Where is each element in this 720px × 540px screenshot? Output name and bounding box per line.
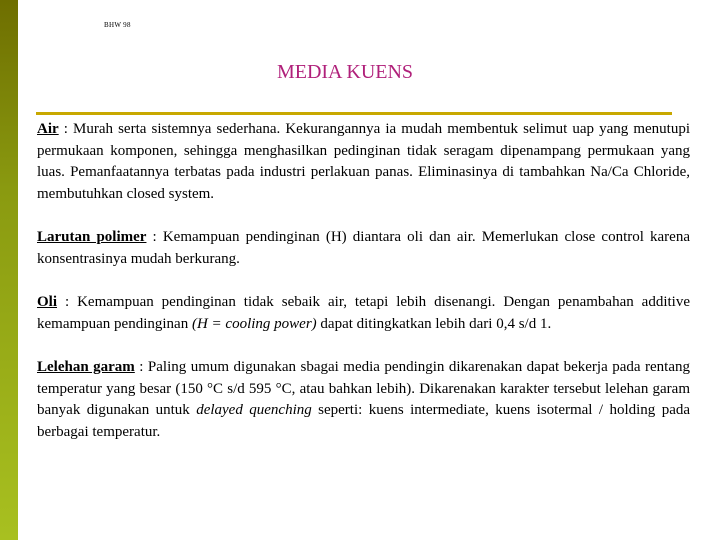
term-oli: Oli (37, 294, 58, 310)
paragraph-lelehan-garam (37, 357, 690, 443)
paragraph-garam-italic: delayed quenching (196, 402, 312, 418)
paragraph-garam-text-before: : Paling umum digunakan sbagai media pendingin dikarenakan dapat bekerja pada rentang temperatur yang besar (150 °C s/d 595 °C, atau bahkan lebih). Dikarenakan karakter tersebut lelehan garam banyak digunakan untuk (37, 359, 690, 418)
corner-label: BHW 98 (104, 21, 131, 29)
paragraph-polimer-text: : Kemampuan pendinginan (H) diantara oli dan air. Memerlukan close control karena konsentrasinya mudah berkurang. (37, 229, 690, 267)
paragraph-air-text: : Murah serta sistemnya sederhana. Kekurangannya ia mudah membentuk selimut uap yang menutupi permukaan komponen, sehingga menghasilkan pedinginan tidak seragam dipenampang permukaan yang luas. Pemanfaatannya terbatas pada industri perlakuan panas. Eliminasinya di tambahkan Na/Ca Chloride, membutuhkan closed system. (37, 121, 690, 202)
paragraph-oli-italic: (H = cooling power) (191, 315, 317, 332)
slide-title: MEDIA KUENS (276, 61, 414, 83)
paragraph-oli-text-after: dapat ditingkatkan lebih dari 0,4 s/d 1. (316, 315, 552, 332)
paragraph-polimer (37, 227, 690, 270)
term-larutan-polimer: Larutan polimer (37, 229, 147, 245)
term-lelehan-garam: Lelehan garam (37, 359, 135, 375)
title-divider (36, 112, 672, 115)
term-air: Air (37, 121, 59, 137)
slide-content (37, 119, 690, 465)
paragraph-garam-text-after: seperti: kuens intermediate, kuens isotermal / holding pada berbagai temperatur. (37, 402, 691, 440)
paragraph-oli-text-before: : Kemampuan pendinginan tidak sebaik air, tetapi lebih disenangi. Dengan penambahan additive kemampuan pendinginan (37, 294, 690, 332)
paragraph-air (37, 119, 690, 205)
paragraph-oli (37, 292, 690, 335)
